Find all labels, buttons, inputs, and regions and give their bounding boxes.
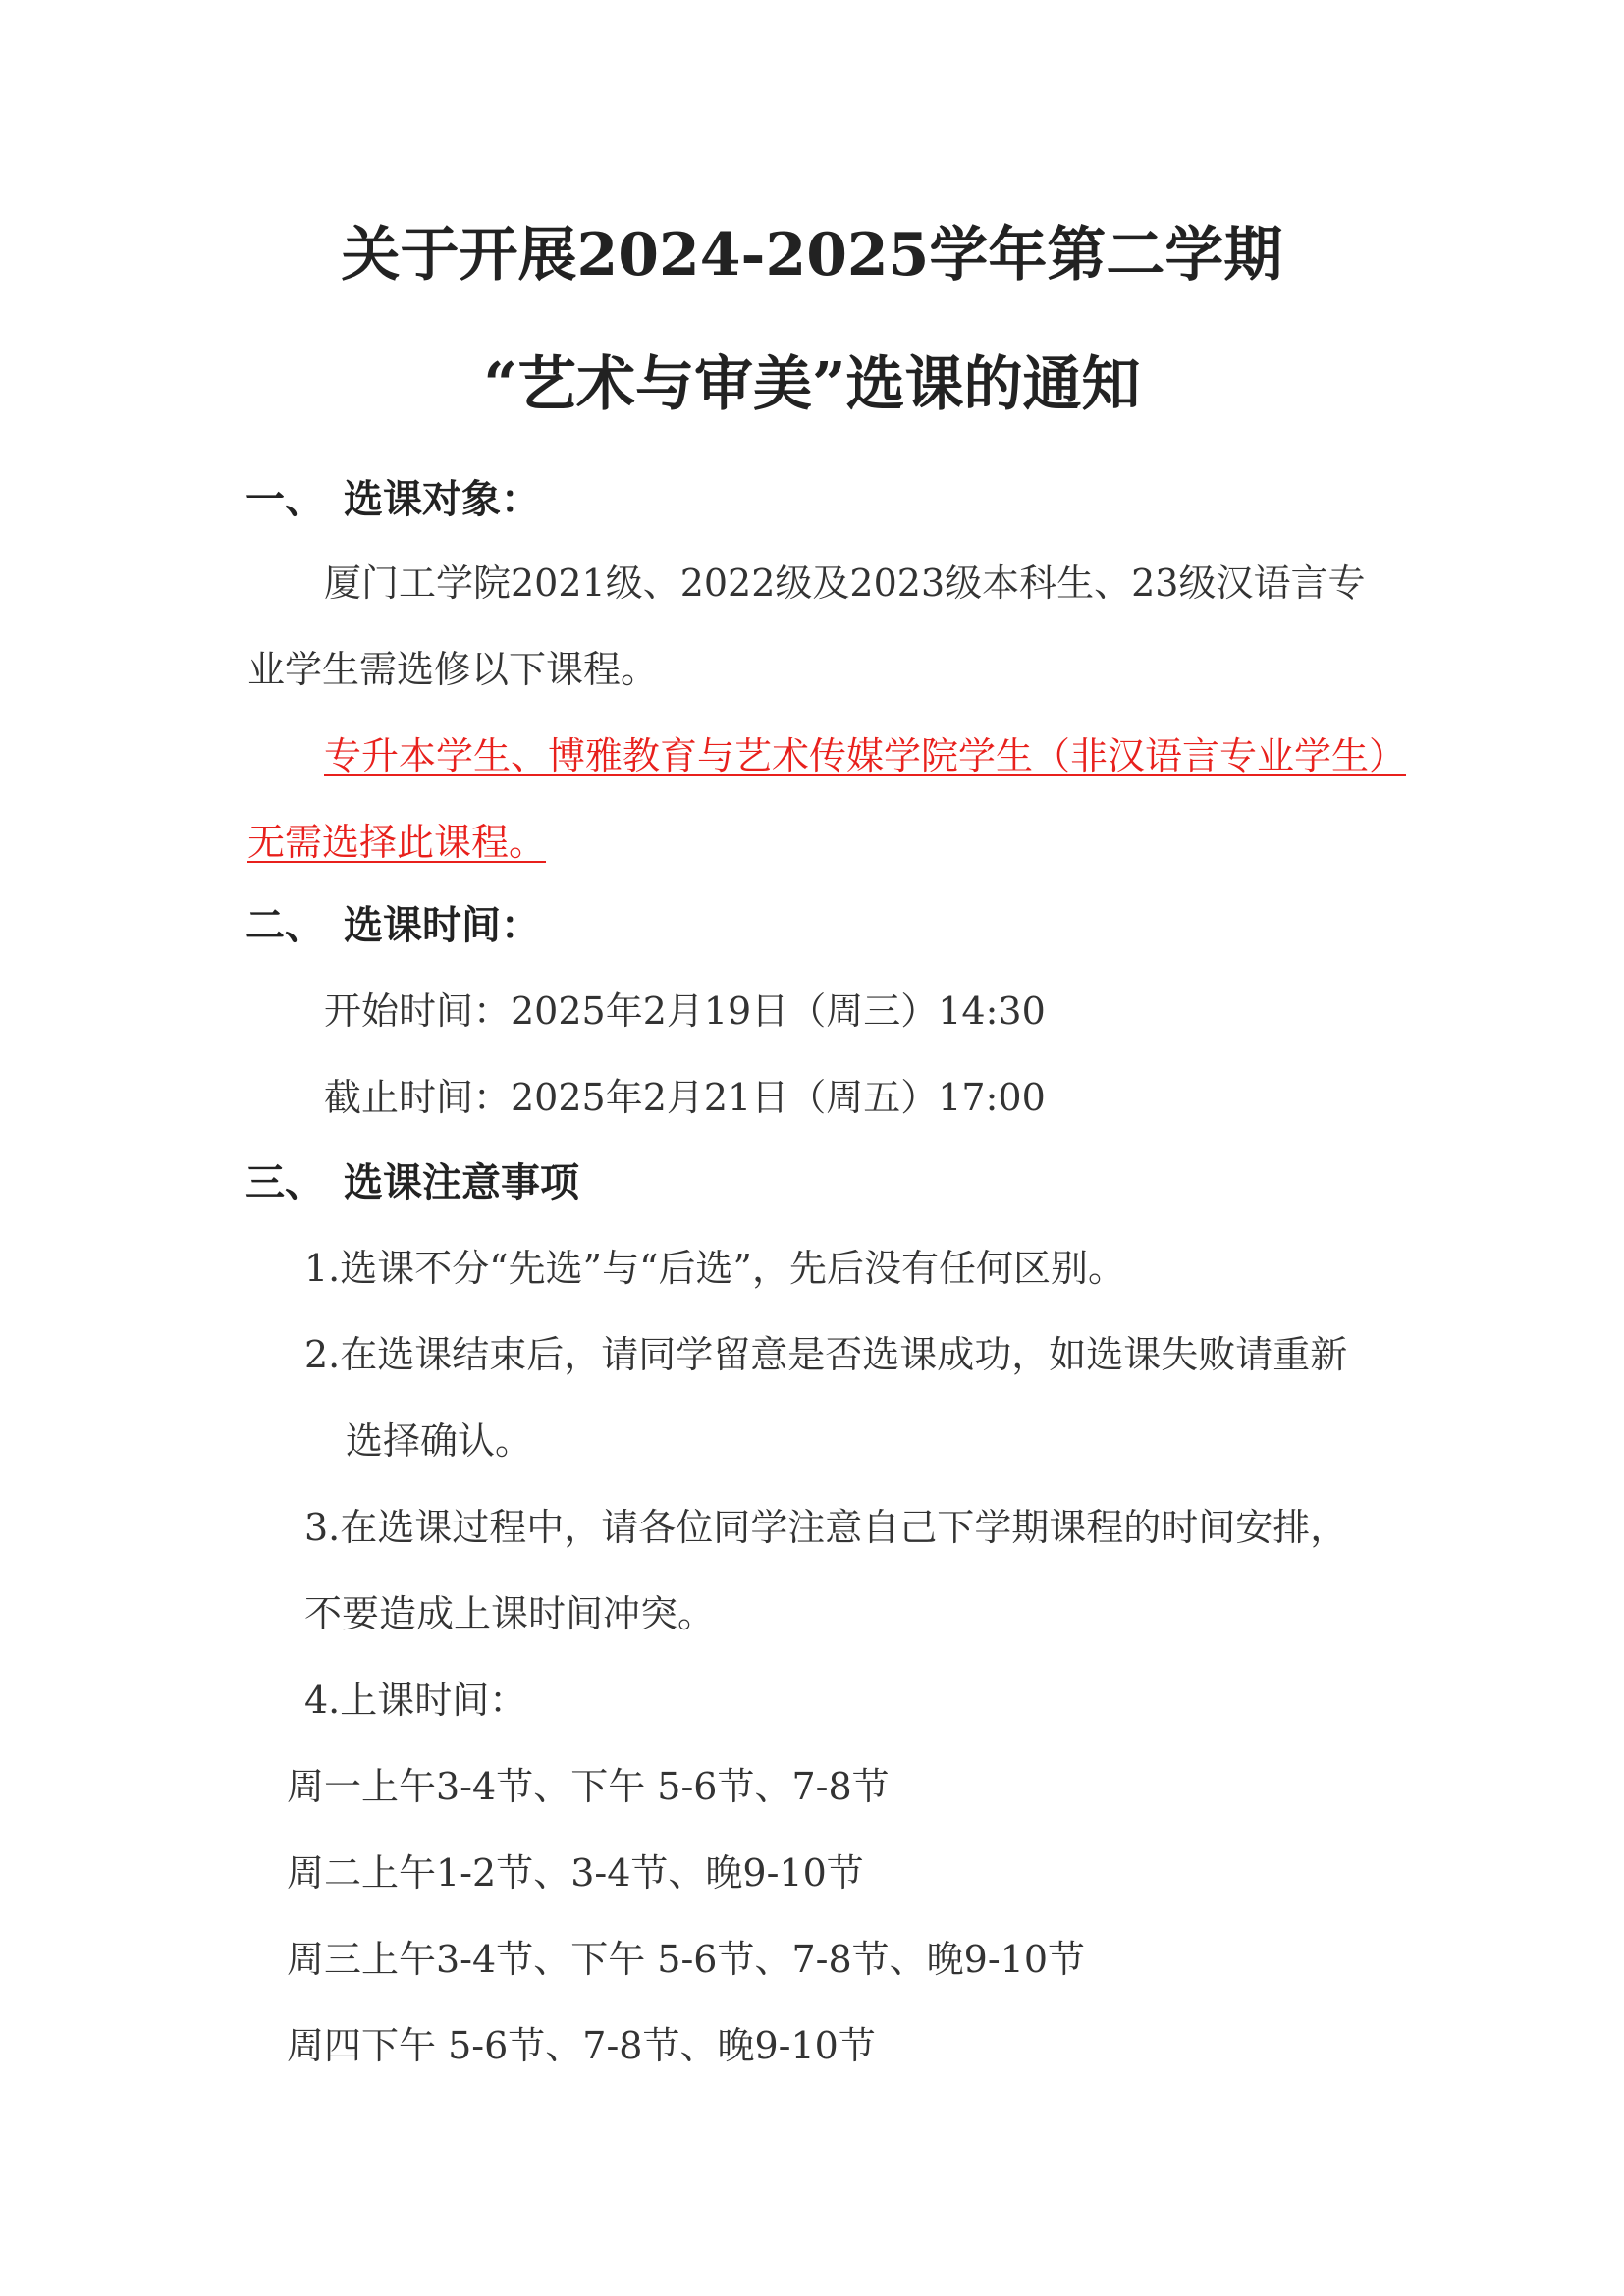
note-item-3-line-1: 3.在选课过程中，请各位同学注意自己下学期课程的时间安排， [304, 1506, 1348, 1549]
section-heading-selection-time [245, 897, 540, 954]
section-number: 三、 [245, 1160, 324, 1205]
note-item-1: 1.选课不分“先选”与“后选”，先后没有任何区别。 [304, 1247, 1125, 1290]
section-number: 一、 [245, 477, 324, 522]
section-heading-target-students [245, 471, 540, 528]
exemption-notice-line-2: 无需选择此课程。 [247, 821, 547, 864]
target-students-line-2: 业学生需选修以下课程。 [247, 648, 659, 691]
target-students-line-1: 厦门工学院2021级、2022级及2023级本科生、23级汉语言专 [324, 561, 1366, 605]
section-number: 二、 [245, 903, 324, 948]
schedule-thursday: 周四下午 5-6节、7-8节、晚9-10节 [287, 2024, 876, 2067]
document-title-line-1: 关于开展2024-2025学年第二学期 [341, 221, 1283, 290]
start-time: 开始时间：2025年2月19日（周三）14:30 [324, 989, 1046, 1033]
note-item-2-line-1: 2.在选课结束后，请同学留意是否选课成功，如选课失败请重新 [304, 1333, 1348, 1376]
section-title: 选课时间： [344, 903, 540, 948]
schedule-monday: 周一上午3-4节、下午 5-6节、7-8节 [287, 1765, 890, 1808]
exemption-notice-line-1: 专升本学生、博雅教育与艺术传媒学院学生（非汉语言专业学生） [324, 734, 1407, 777]
note-item-2-line-2: 选择确认。 [346, 1419, 533, 1463]
schedule-wednesday: 周三上午3-4节、下午 5-6节、7-8节、晚9-10节 [287, 1938, 1086, 1981]
section-heading-notes [245, 1154, 579, 1211]
end-time: 截止时间：2025年2月21日（周五）17:00 [324, 1076, 1046, 1119]
note-item-3-line-2: 不要造成上课时间冲突。 [304, 1592, 716, 1635]
section-title: 选课注意事项 [344, 1160, 579, 1205]
section-title: 选课对象： [344, 477, 540, 522]
document-title-line-2: “艺术与审美”选课的通知 [483, 350, 1141, 419]
schedule-tuesday: 周二上午1-2节、3-4节、晚9-10节 [287, 1851, 864, 1895]
note-item-4: 4.上课时间： [304, 1679, 527, 1722]
